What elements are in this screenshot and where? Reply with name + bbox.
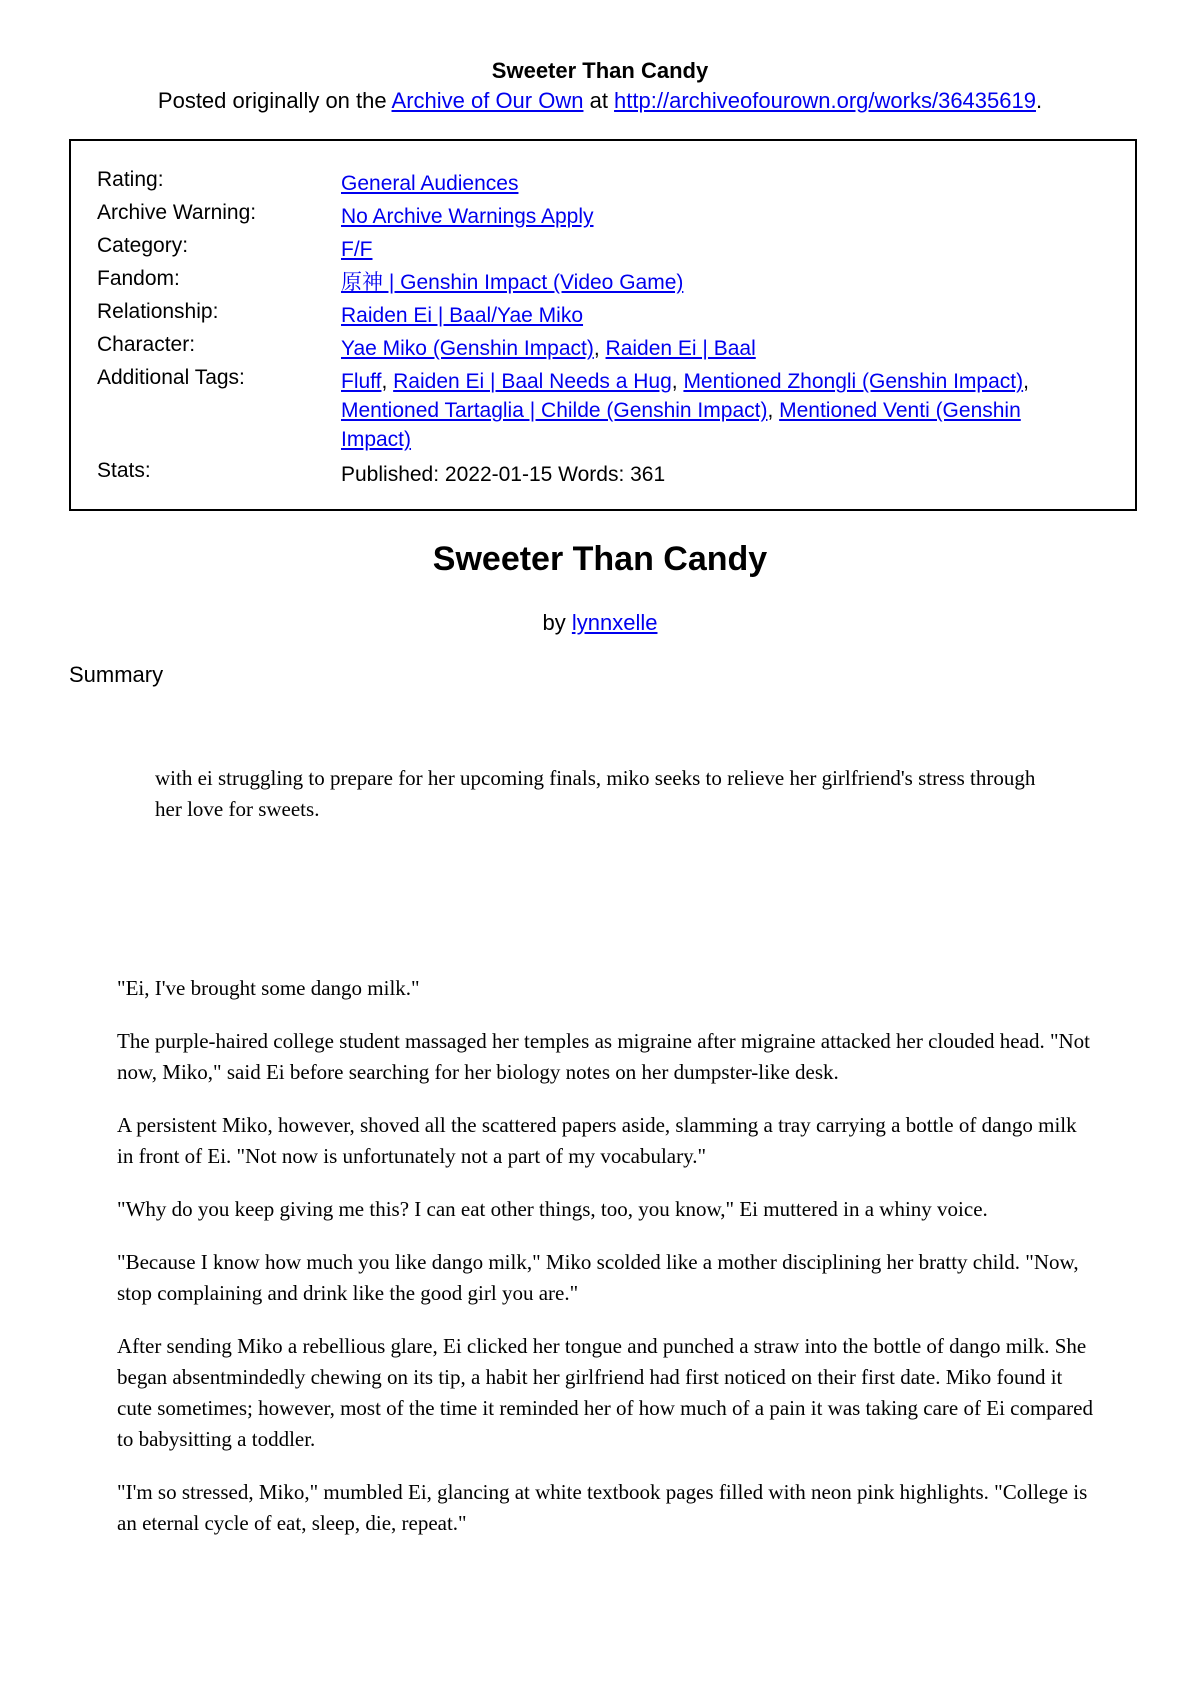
fandom-link[interactable]: 原神 | Genshin Impact (Video Game) [341,271,684,294]
author-link[interactable]: lynnxelle [571,610,658,635]
tags-label: Additional Tags: [97,366,245,389]
period: . [1035,88,1043,113]
story-body [117,973,1097,1561]
story-paragraph: After sending Miko a rebellious glare, Ei clicked her tongue and punched a straw into the bottle of dango milk. She began absentmindedly chewing on its tip, a habit her girlfriend had first noticed on their first date. Miko found it cute sometimes; however, most of the time it reminded her of how much of a pain it was taking care of Ei compared to babysitting a toddler. [117,1334,1093,1451]
at-text: at [583,88,615,113]
warning-link[interactable]: No Archive Warnings Apply [341,205,594,228]
stats-value: Published: 2022-01-15 Words: 361 [341,463,666,486]
story-paragraph: The purple-haired college student massaged her temples as migraine after migraine attacked her clouded head. "Not now, Miko," said Ei before searching for her biology notes on her dumpster-like desk. [117,1029,1091,1084]
byline [0,610,1200,636]
tag-link[interactable]: Raiden Ei | Baal Needs a Hug [393,370,672,393]
category-link[interactable]: F/F [341,238,373,261]
story-paragraph: "Why do you keep giving me this? I can eat other things, too, you know," Ei muttered in a whiny voice. [117,1197,988,1221]
by-text: by [542,610,572,635]
metadata-box: Rating: General Audiences Archive Warning: No Archive Warnings Apply Category: F/F Fandom: 原神 | Genshin Impact (Video Game) Relationship: Raiden Ei | Baal/Yae Miko Character: Yae Miko (Genshin Impact), Raiden Ei | Baal Additional Tags: Fluff, Raiden Ei | Baal Needs a Hug, Mentioned Zhongli (Genshin Impact), Mentioned Tartaglia | Childe (Genshin Impact), Mentioned Venti (Genshin Impact) Stats: Published: 2022-01-15 Words: 361 [69,139,1137,511]
work-url-link[interactable]: http://archiveofourown.org/works/36435619 [614,88,1036,113]
character-link[interactable]: Raiden Ei | Baal [605,337,756,360]
warning-label: Archive Warning: [97,201,257,224]
posted-originally-line [0,88,1200,114]
story-paragraph: A persistent Miko, however, shoved all the scattered papers aside, slamming a tray carrying a bottle of dango milk in front of Ei. "Not now is unfortunately not a part of my vocabulary." [117,1113,1077,1168]
tag-link[interactable]: Fluff [341,370,382,393]
story-paragraph: "Ei, I've brought some dango milk." [117,976,420,1000]
summary-heading: Summary [69,662,164,687]
work-title: Sweeter Than Candy [432,540,768,578]
fandom-label: Fandom: [97,267,180,290]
tag-link[interactable]: Mentioned Venti (Genshin Impact) [341,399,1021,451]
tags-list: Fluff, Raiden Ei | Baal Needs a Hug, Mentioned Zhongli (Genshin Impact), Mentioned Tartaglia | Childe (Genshin Impact), Mentioned Venti (Genshin Impact) [341,370,1029,451]
tag-link[interactable]: Mentioned Zhongli (Genshin Impact) [683,370,1024,393]
tag-link[interactable]: Mentioned Tartaglia | Childe (Genshin Impact) [341,399,768,422]
character-label: Character: [97,333,196,356]
rating-link[interactable]: General Audiences [341,172,519,195]
story-paragraph: "I'm so stressed, Miko," mumbled Ei, glancing at white textbook pages filled with neon pink highlights. "College is an eternal cycle of eat, sleep, die, repeat." [117,1480,1088,1535]
category-label: Category: [97,234,189,257]
summary-text: with ei struggling to prepare for her upcoming finals, miko seeks to relieve her girlfriend's stress through her love for sweets. [155,766,1036,821]
posted-prefix: Posted originally on the [157,88,392,113]
relationship-label: Relationship: [97,300,219,323]
header-title: Sweeter Than Candy [491,58,709,83]
archive-link[interactable]: Archive of Our Own [391,88,584,113]
story-paragraph: "Because I know how much you like dango milk," Miko scolded like a mother disciplining her bratty child. "Now, stop complaining and drink like the good girl you are." [117,1250,1079,1305]
stats-label: Stats: [97,459,151,482]
character-link[interactable]: Yae Miko (Genshin Impact) [341,337,594,360]
relationship-link[interactable]: Raiden Ei | Baal/Yae Miko [341,304,584,327]
rating-label: Rating: [97,168,164,191]
